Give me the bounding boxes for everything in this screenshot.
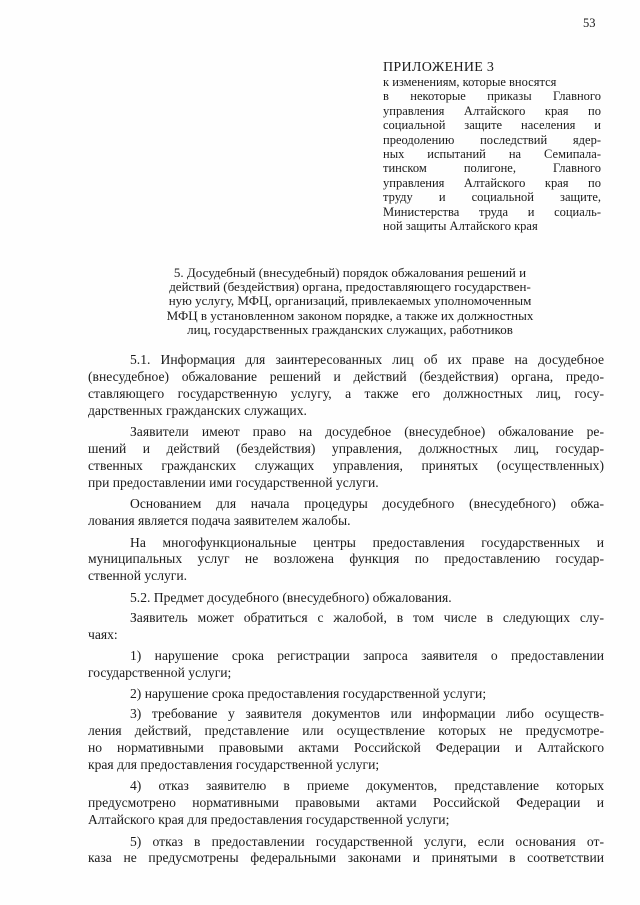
text-line: каза не предусмотрены федеральными законами и принятыми в соответствии: [88, 850, 604, 866]
text-line: (внесудебное) обжалование решений и действий (бездействия) органа, предо-: [88, 368, 604, 384]
paragraph: [88, 834, 604, 868]
paragraph: [88, 648, 604, 682]
heading-line: лиц, государственных гражданских служащих, работников: [187, 321, 513, 337]
appendix-line: социальной защите населения и: [383, 118, 601, 133]
text-line: ственной услуги.: [88, 568, 188, 584]
heading-line: 5. Досудебный (внесудебный) порядок обжалования решений и: [173, 265, 527, 280]
appendix-line: преодолению последствий ядер-: [383, 132, 601, 147]
text-line: 3) требование у заявителя документов или информации либо осуществ-: [130, 706, 604, 722]
appendix-block: [383, 60, 601, 233]
text-line: Основанием для начала процедуры досудебного (внесудебного) обжа-: [130, 496, 604, 512]
text-line: 1) нарушение срока регистрации запроса заявителя о предоставлении: [130, 648, 604, 663]
paragraph: [88, 590, 604, 607]
appendix-line: ной защиты Алтайского края: [383, 219, 538, 234]
text-line: лования является подача заявителем жалобы.: [88, 513, 351, 529]
text-line: Заявители имеют право на досудебное (внесудебное) обжалование ре-: [130, 424, 604, 440]
heading-line: МФЦ в установленном законом порядке, а также их должностных: [166, 307, 534, 323]
appendix-line: к изменениям, которые вносятся: [383, 75, 557, 89]
paragraph: [88, 352, 604, 420]
paragraph: [88, 686, 604, 703]
text-line: ления действий, представление или осуществление которых не предусмотре-: [88, 723, 604, 739]
text-line: ственных гражданских служащих управления, принятых (осуществленных): [88, 457, 604, 473]
appendix-line: тинском полигоне, Главного: [383, 161, 601, 176]
appendix-line: управления Алтайского края по: [383, 175, 601, 190]
text-line: дарственных гражданских служащих.: [88, 402, 307, 418]
paragraph: [88, 496, 604, 530]
appendix-line: Министерства труда и социаль-: [383, 204, 601, 219]
paragraph: [88, 706, 604, 774]
page-number: 53: [583, 16, 596, 30]
text-line: государственной услуги;: [88, 664, 232, 680]
appendix-line: ных испытаний на Семипала-: [383, 147, 601, 162]
section-heading: [120, 266, 580, 337]
text-line: 5.2. Предмет досудебного (внесудебного) обжалования.: [130, 589, 452, 605]
appendix-line: труду и социальной защите,: [383, 190, 601, 205]
text-line: края для предоставления государственной услуги;: [88, 756, 380, 772]
appendix-title: ПРИЛОЖЕНИЕ 3: [383, 60, 495, 75]
text-line: Алтайского края для предоставления государственной услуги;: [88, 812, 450, 828]
text-line: 5.1. Информация для заинтересованных лиц об их праве на досудебное: [130, 352, 604, 367]
paragraph: [88, 778, 604, 829]
text-line: предусмотрено нормативными правовыми актами Российской Федерации и: [88, 795, 604, 811]
paragraph: [88, 424, 604, 492]
text-line: На многофункциональные центры предоставления государственных и: [130, 534, 604, 550]
text-line: 5) отказ в предоставлении государственной услуги, если основания от-: [130, 833, 604, 849]
appendix-line: в некоторые приказы Главного: [383, 89, 601, 104]
paragraph: [88, 610, 604, 644]
appendix-line: управления Алтайского края по: [383, 103, 601, 118]
text-line: 4) отказ заявителю в приеме документов, представление которых: [130, 778, 604, 794]
text-line: Заявитель может обратиться с жалобой, в том числе в следующих слу-: [130, 609, 604, 625]
text-line: при предоставлении ими государственной услуги.: [88, 474, 379, 490]
paragraph: [88, 535, 604, 586]
heading-line: ную услугу, МФЦ, организаций, привлекаемых уполномоченным: [168, 293, 532, 309]
text-line: чаях:: [88, 626, 118, 642]
text-line: ставляющего государственную услугу, а также его должностных лиц, госу-: [88, 385, 604, 401]
text-line: муниципальных услуг не возложена функция по предоставлению государ-: [88, 551, 604, 567]
text-line: 2) нарушение срока предоставления государственной услуги;: [130, 686, 487, 702]
text-line: но нормативными правовыми актами Российской Федерации и Алтайского: [88, 740, 604, 756]
heading-line: действий (бездействия) органа, предоставляющего государствен-: [169, 279, 531, 295]
document-body: [88, 352, 604, 872]
text-line: шений и действий (бездействия) управления, должностных лиц, государ-: [88, 441, 604, 457]
